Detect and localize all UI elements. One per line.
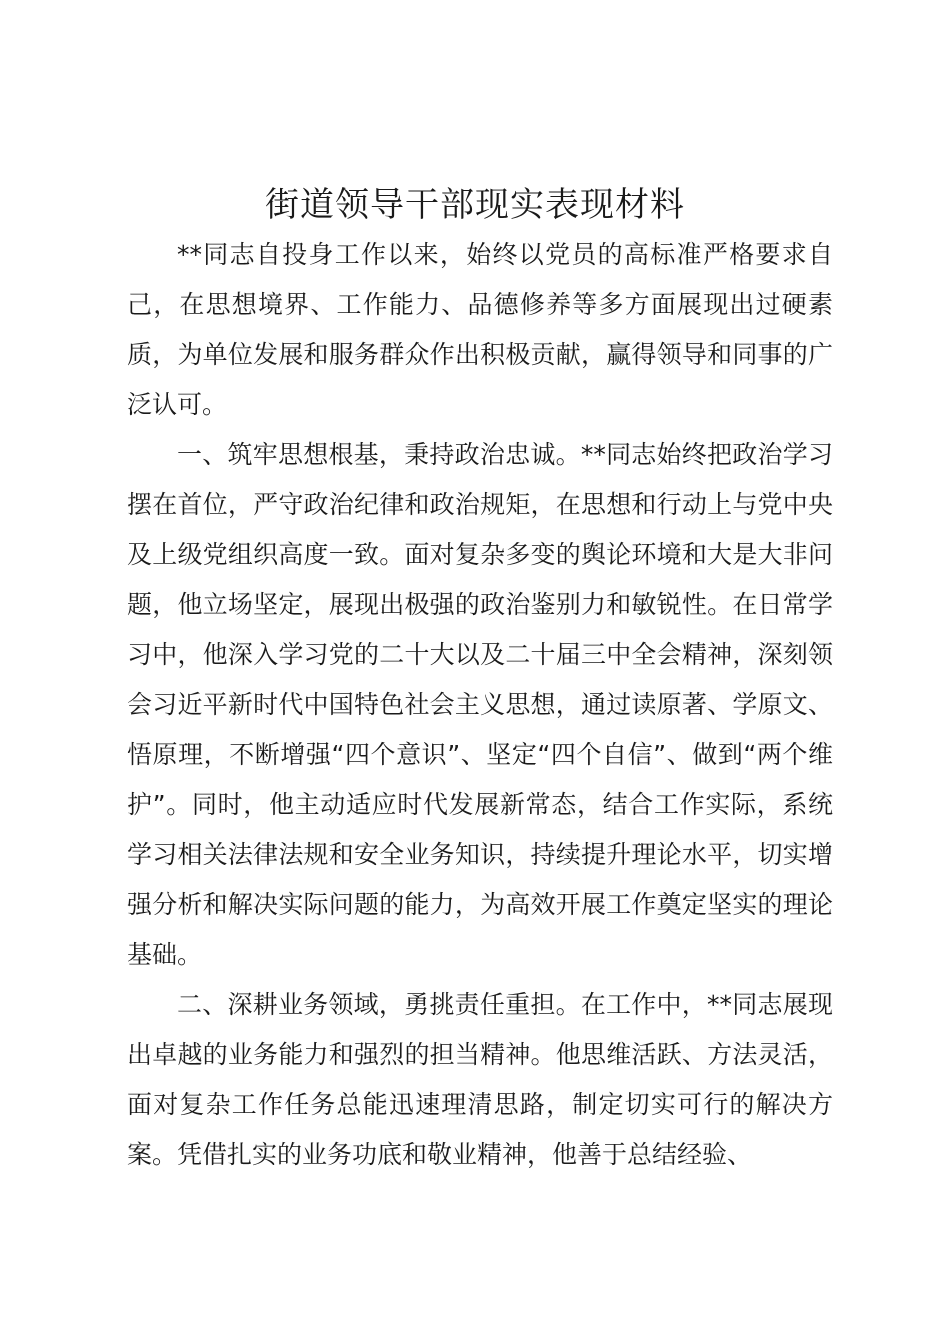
document-title: 街道领导干部现实表现材料	[265, 185, 685, 225]
paragraph-section-one: 一、筑牢思想根基，秉持政治忠诚。**同志始终把政治学习摆在首位，严守政治纪律和政治规矩，在思想和行动上与党中央及上级党组织高度一致。面对复杂多变的舆论环境和大是大非问题，他立场坚定，展现出极强的政治鉴别力和敏锐性。在日常学习中，他深入学习党的二十大以及二十届三中全会精神，深刻领会习近平新时代中国特色社会主义思想，通过读原著、学原文、悟原理，不断增强“四个意识”、坚定“四个自信”、做到“两个维护”。同时，他主动适应时代发展新常态，结合工作实际，系统学习相关法律法规和安全业务知识，持续提升理论水平，切实增强分析和解决实际问题的能力，为高效开展工作奠定坚实的理论基础。	[127, 440, 833, 969]
document-body	[127, 230, 833, 1180]
paragraph-section-two: 二、深耕业务领域，勇挑责任重担。在工作中，**同志展现出卓越的业务能力和强烈的担当精神。他思维活跃、方法灵活，面对复杂工作任务总能迅速理清思路，制定切实可行的解决方案。凭借扎实的业务功底和敬业精神，他善于总结经验、	[127, 990, 833, 1169]
paragraph-intro: **同志自投身工作以来，始终以党员的高标准严格要求自己，在思想境界、工作能力、品德修养等多方面展现出过硬素质，为单位发展和服务群众作出积极贡献，赢得领导和同事的广泛认可。	[127, 240, 833, 419]
